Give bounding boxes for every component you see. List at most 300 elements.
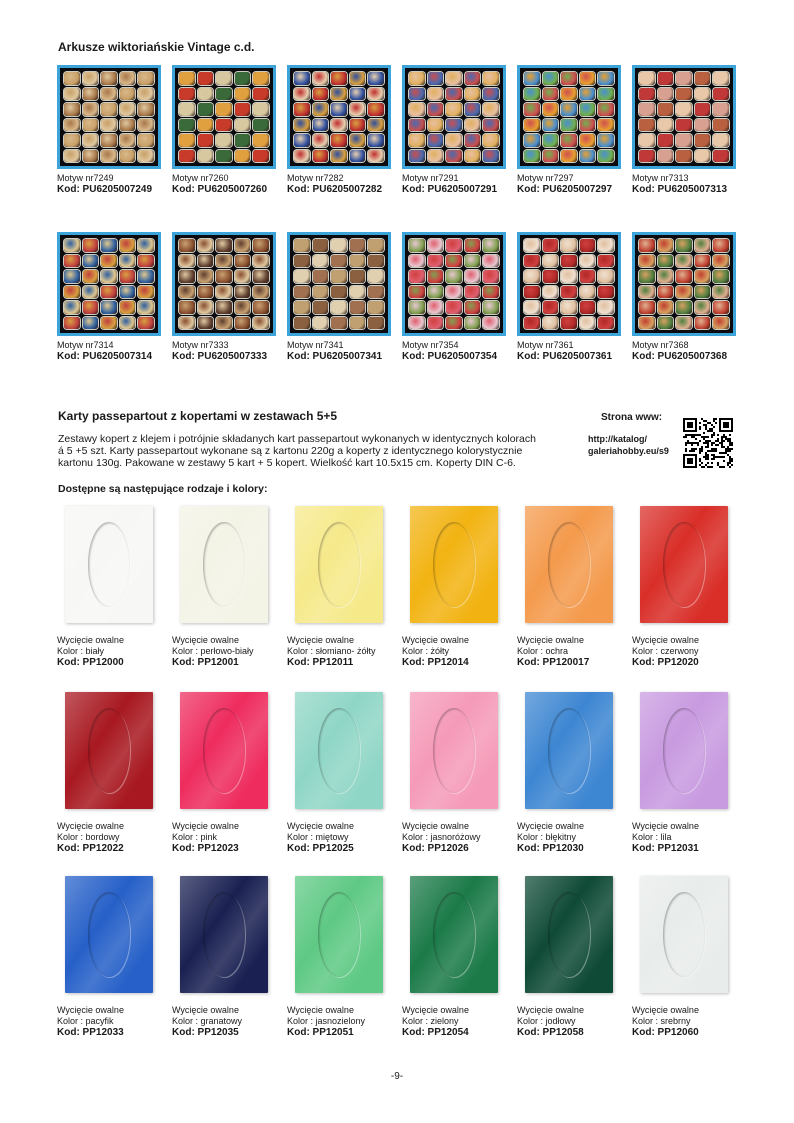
motif-item[interactable] [402,65,506,195]
sticker [639,301,655,314]
card-image[interactable] [632,868,736,1001]
sticker [658,255,674,268]
qr-module [721,466,723,468]
qr-module [691,436,693,438]
sticker [676,134,692,147]
qr-module [707,458,709,460]
card-item[interactable] [402,684,506,854]
sticker [446,301,462,314]
sticker [198,72,214,85]
qr-module [713,450,715,452]
sticker [446,239,462,252]
card-cut-type: Wycięcie owalne [287,635,354,645]
cellophane-shine [640,692,728,809]
qr-module [685,434,687,436]
sticker [331,72,347,85]
sticker [561,239,577,252]
motif-sheet-image[interactable] [287,232,391,336]
sticker [198,103,214,116]
sticker [483,301,499,314]
qr-module [713,456,715,458]
qr-module [721,444,723,446]
sticker [580,150,596,163]
sticker [465,119,481,132]
sticker [368,255,384,268]
qr-module [699,464,701,466]
sticker [368,134,384,147]
qr-module [701,466,703,468]
card-item[interactable] [172,684,276,854]
qr-module [699,440,701,442]
motif-sheet-image[interactable] [172,65,276,169]
sticker [598,134,614,147]
card-item[interactable] [632,498,736,668]
card-image[interactable] [517,868,621,1001]
qr-module [693,436,695,438]
sticker [179,72,195,85]
card-item[interactable] [57,498,161,668]
motif-row [57,65,736,195]
card-image[interactable] [517,684,621,817]
sticker [465,270,481,283]
sticker [120,72,136,85]
sticker [179,103,195,116]
sticker [294,72,310,85]
motif-caption [517,173,621,195]
passepartout-card [295,876,383,993]
qr-code-icon[interactable] [683,418,733,468]
cellophane-shine [295,876,383,993]
card-color-label: Kolor : jasnozielony [287,1016,366,1026]
sticker [428,103,444,116]
qr-module [723,422,729,428]
card-caption [172,1005,276,1038]
motif-item[interactable] [402,232,506,362]
sticker [676,286,692,299]
sticker [101,88,117,101]
sticker [253,72,269,85]
sticker [598,88,614,101]
sticker [83,119,99,132]
card-cut-type: Wycięcie owalne [287,1005,354,1015]
qr-module [705,428,707,430]
card-image[interactable] [57,498,161,631]
sticker [598,317,614,330]
sticker [639,103,655,116]
motif-row [57,232,736,362]
qr-module [729,450,731,452]
sticker [216,301,232,314]
motif-item[interactable] [287,232,391,362]
motif-item[interactable] [172,232,276,362]
qr-module [703,436,705,438]
sticker [695,270,711,283]
qr-module [699,452,701,454]
card-item[interactable] [632,868,736,1038]
card-item[interactable] [632,684,736,854]
card-color-label: Kolor : lila [632,832,672,842]
sticker [179,119,195,132]
motif-code: Kod: PU6205007260 [172,184,268,195]
sticker [658,239,674,252]
passepartout-card [180,876,268,993]
sticker [598,239,614,252]
sticker [446,150,462,163]
sticker [83,103,99,116]
qr-module [713,426,715,428]
card-image[interactable] [402,868,506,1001]
sticker [235,239,251,252]
qr-module [711,450,713,452]
sticker [198,239,214,252]
motif-label: Motyw nr7341 [287,340,344,350]
sticker [331,317,347,330]
cellophane-shine [410,506,498,623]
sticker [639,88,655,101]
sticker [658,270,674,283]
sticker [524,317,540,330]
card-image[interactable] [632,498,736,631]
motif-item[interactable] [172,65,276,195]
sticker [543,270,559,283]
card-item[interactable] [287,498,391,668]
sticker [253,317,269,330]
qr-module [723,460,725,462]
motif-sheet-image[interactable] [517,232,621,336]
card-image[interactable] [172,868,276,1001]
qr-module [713,458,715,460]
motif-label: Motyw nr7282 [287,173,344,183]
sticker [350,317,366,330]
sticker [198,317,214,330]
passepartout-card [180,692,268,809]
card-item[interactable] [517,868,621,1038]
motif-item[interactable] [632,232,736,362]
sticker-pattern [64,239,154,329]
motif-sheet-image[interactable] [517,65,621,169]
qr-module [699,434,701,436]
sticker [179,88,195,101]
card-image[interactable] [402,498,506,631]
card-item[interactable] [517,498,621,668]
sticker [368,239,384,252]
sticker [543,255,559,268]
motif-sheet-image[interactable] [287,65,391,169]
card-item[interactable] [57,868,161,1038]
sticker [446,134,462,147]
card-cut-type: Wycięcie owalne [172,821,239,831]
card-image[interactable] [402,684,506,817]
sticker [409,317,425,330]
qr-module [685,442,687,444]
motif-item[interactable] [57,65,161,195]
qr-module [721,452,723,454]
motif-caption [287,173,391,195]
sticker-pattern [409,239,499,329]
qr-module [711,424,713,426]
motif-caption [402,340,506,362]
sticker [198,255,214,268]
qr-module [689,434,691,436]
sticker [428,270,444,283]
sticker [368,301,384,314]
qr-module [729,442,731,444]
card-item[interactable] [402,498,506,668]
qr-module [697,444,699,446]
motif-label: Motyw nr7297 [517,173,574,183]
card-item[interactable] [287,868,391,1038]
sticker [524,150,540,163]
sticker [524,301,540,314]
sticker [350,270,366,283]
qr-module [701,450,703,452]
sticker [561,270,577,283]
motif-code: Kod: PU6205007354 [402,351,498,362]
qr-module [711,430,713,432]
qr-module [705,452,707,454]
sticker [179,286,195,299]
card-image[interactable] [57,868,161,1001]
sticker [198,119,214,132]
sticker [658,88,674,101]
sticker [101,134,117,147]
sticker [676,72,692,85]
motif-sheet-image[interactable] [632,232,736,336]
sticker [235,119,251,132]
sticker [598,286,614,299]
card-item[interactable] [287,684,391,854]
qr-module [685,436,687,438]
sticker [676,270,692,283]
sticker [350,239,366,252]
card-item[interactable] [402,868,506,1038]
sticker [313,270,329,283]
qr-module [725,448,727,450]
motif-code: Kod: PU6205007361 [517,351,613,362]
card-code: Kod: PP12031 [632,843,699,854]
sticker [253,150,269,163]
sticker [695,301,711,314]
sticker [101,255,117,268]
sticker-pattern [524,239,614,329]
sticker [350,119,366,132]
sticker [543,286,559,299]
sticker [658,317,674,330]
sticker [428,134,444,147]
motif-caption [287,340,391,362]
sticker [120,286,136,299]
card-image[interactable] [172,684,276,817]
qr-module [691,450,693,452]
motif-label: Motyw nr7333 [172,340,229,350]
qr-module [729,438,731,440]
card-item[interactable] [172,868,276,1038]
card-image[interactable] [287,684,391,817]
sticker [138,270,154,283]
sticker [138,255,154,268]
motif-item[interactable] [57,232,161,362]
sticker [561,119,577,132]
sticker [695,72,711,85]
sticker [216,270,232,283]
sticker [695,88,711,101]
sticker [120,270,136,283]
qr-module [701,418,703,420]
sticker [465,134,481,147]
sticker [713,255,729,268]
sticker [101,286,117,299]
passepartout-card [525,692,613,809]
qr-module [687,442,689,444]
sticker [465,317,481,330]
card-image[interactable] [517,498,621,631]
cellophane-shine [180,692,268,809]
sticker [216,72,232,85]
sticker [253,134,269,147]
card-image[interactable] [287,868,391,1001]
sticker [524,255,540,268]
sticker [331,301,347,314]
motif-item[interactable] [632,65,736,195]
sticker [713,72,729,85]
sticker [543,119,559,132]
sticker [409,301,425,314]
qr-module [719,466,721,468]
card-code: Kod: PP12033 [57,1027,124,1038]
sticker [83,239,99,252]
sticker [294,150,310,163]
sticker [235,270,251,283]
card-color-label: Kolor : jodłowy [517,1016,576,1026]
qr-module [721,440,723,442]
card-color-label: Kolor : pacyfik [57,1016,114,1026]
card-cut-type: Wycięcie owalne [172,635,239,645]
qr-module [709,466,711,468]
page-title: Arkusze wiktoriańskie Vintage c.d. [58,40,255,54]
sticker [64,150,80,163]
qr-module [709,440,711,442]
sticker [676,88,692,101]
sticker [368,317,384,330]
qr-module [725,450,727,452]
sticker [120,150,136,163]
qr-module [697,434,699,436]
qr-module [729,444,731,446]
card-color-label: Kolor : zielony [402,1016,459,1026]
qr-module [727,450,729,452]
sticker [179,317,195,330]
qr-module [711,444,713,446]
qr-module [705,424,707,426]
motif-item[interactable] [517,232,621,362]
qr-module [729,462,731,464]
sticker [598,270,614,283]
motif-sheet-image[interactable] [57,65,161,169]
sticker [483,88,499,101]
qr-module [721,442,723,444]
motif-sheet-image[interactable] [172,232,276,336]
sticker [428,239,444,252]
qr-module [731,458,733,460]
motif-sheet-image[interactable] [57,232,161,336]
sticker [235,88,251,101]
motif-item[interactable] [287,65,391,195]
cellophane-shine [180,506,268,623]
qr-module [727,440,729,442]
motif-item[interactable] [517,65,621,195]
cellophane-shine [180,876,268,993]
card-code: Kod: PP12030 [517,843,584,854]
card-image[interactable] [287,498,391,631]
card-caption [402,1005,506,1038]
sticker [524,103,540,116]
card-caption [57,635,161,668]
card-item[interactable] [57,684,161,854]
card-image[interactable] [632,684,736,817]
motif-code: Kod: PU6205007333 [172,351,268,362]
sticker [253,119,269,132]
card-cut-type: Wycięcie owalne [632,635,699,645]
card-item[interactable] [517,684,621,854]
qr-module [689,442,691,444]
qr-module [699,448,701,450]
sticker [368,119,384,132]
motif-sheet-image[interactable] [402,232,506,336]
qr-module [683,436,685,438]
sticker [639,119,655,132]
card-image[interactable] [172,498,276,631]
sticker [428,72,444,85]
motif-sheet-image[interactable] [632,65,736,169]
passepartout-card [65,506,153,623]
motif-caption [632,340,736,362]
sticker [216,119,232,132]
sticker [543,103,559,116]
motif-sheet-image[interactable] [402,65,506,169]
sticker [64,270,80,283]
sticker [483,150,499,163]
motif-caption [172,173,276,195]
qr-module [711,442,713,444]
sticker [598,72,614,85]
passepartout-card [295,506,383,623]
card-image[interactable] [57,684,161,817]
qr-module [693,450,695,452]
qr-module [711,448,713,450]
sticker-pattern [179,239,269,329]
sticker [120,317,136,330]
sticker [331,239,347,252]
qr-module [723,436,725,438]
qr-module [701,448,703,450]
sticker [120,239,136,252]
qr-module [705,454,707,456]
sticker [543,150,559,163]
sticker [524,270,540,283]
card-code: Kod: PP120017 [517,657,590,668]
sticker [465,239,481,252]
motif-label: Motyw nr7249 [57,173,114,183]
www-url[interactable]: http://katalog/ galeriahobby.eu/s9 [588,434,669,456]
sticker [465,150,481,163]
card-code: Kod: PP12023 [172,843,239,854]
sticker [331,103,347,116]
sticker-pattern [524,72,614,162]
qr-module [731,464,733,466]
sticker [83,286,99,299]
qr-module [705,426,707,428]
card-item[interactable] [172,498,276,668]
